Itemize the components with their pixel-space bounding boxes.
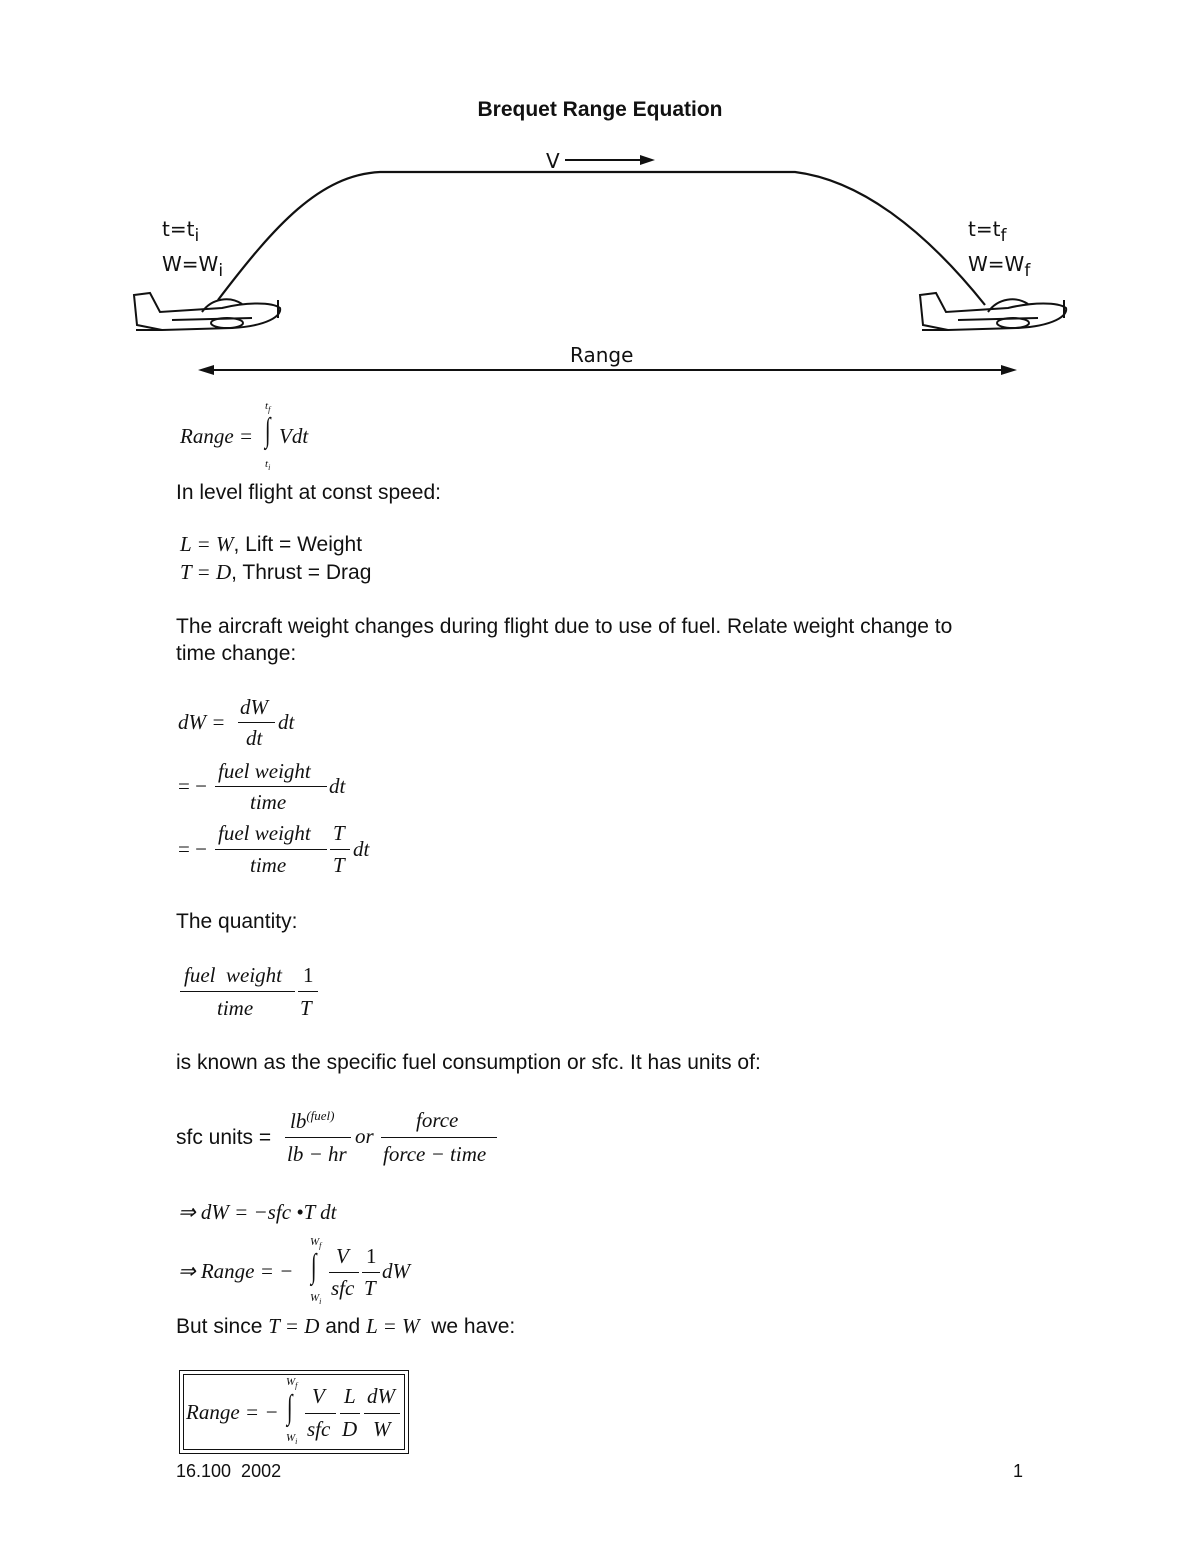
integral-sign: ∫ <box>310 1248 317 1285</box>
range-arrowhead-left <box>198 365 214 375</box>
equation-dw-sfc: ⇒ dW = −sfc •T dt <box>178 1200 337 1224</box>
start-weight-label: $W=W_i$ <box>162 252 224 281</box>
airplane-left-icon <box>134 293 280 330</box>
page-title: Brequet Range Equation <box>477 98 723 121</box>
end-weight-label: $W=W_f$ <box>968 252 1031 281</box>
text-but-since: But since T = D and L = W we have: <box>176 1314 516 1338</box>
footer-page-number: 1 <box>1013 1461 1024 1481</box>
airplane-right-icon <box>920 293 1066 330</box>
equation-lift: L = W, Lift = Weight <box>180 532 363 556</box>
integral-sign: ∫ <box>264 412 271 449</box>
flight-path-curve <box>218 172 985 305</box>
footer-course: 16.100 2002 <box>176 1461 282 1481</box>
velocity-arrowhead <box>640 155 655 165</box>
integral-sign: ∫ <box>286 1389 293 1426</box>
text-level-flight: In level flight at const speed: <box>176 481 441 504</box>
start-time-label: $t=t_i$ <box>162 217 200 246</box>
velocity-label: V <box>546 149 560 173</box>
text-quantity: The quantity: <box>176 910 298 933</box>
end-time-label: $t=t_f$ <box>968 217 1007 246</box>
range-label: Range <box>570 343 634 367</box>
paragraph-weight-change: The aircraft weight changes during flight due to use of fuel. Relate weight change to time change: <box>176 615 953 665</box>
paragraph-sfc: is known as the specific fuel consumption or sfc. It has units of: <box>176 1051 761 1074</box>
range-arrowhead-right <box>1001 365 1017 375</box>
equation-thrust: T = D, Thrust = Drag <box>180 560 372 584</box>
